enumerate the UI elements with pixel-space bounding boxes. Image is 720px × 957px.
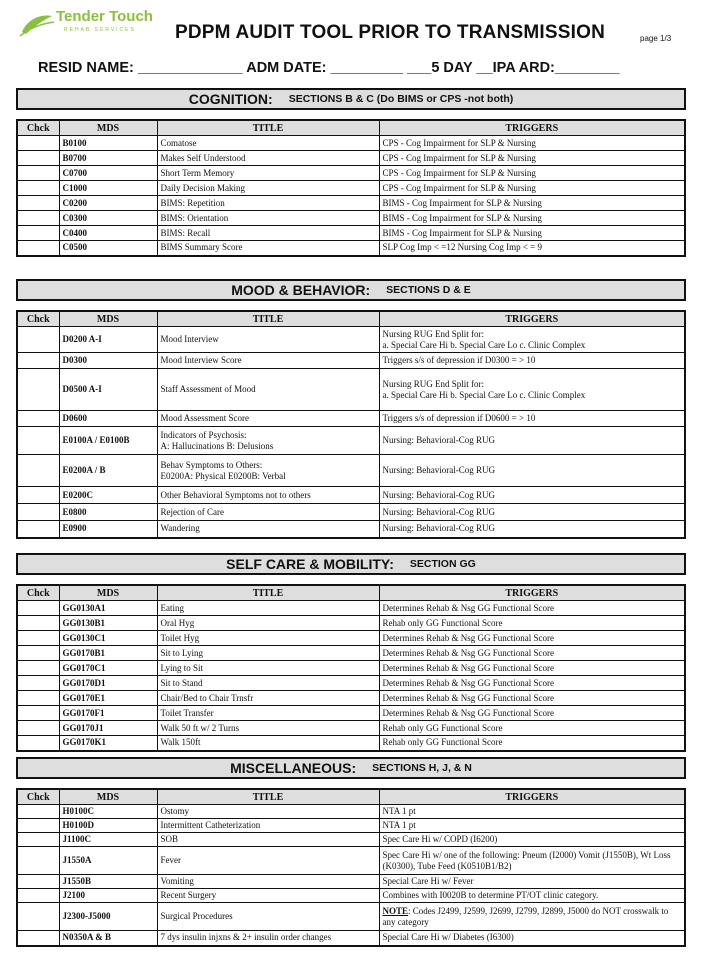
mds-code: C0300 (59, 211, 157, 226)
table-row (17, 691, 685, 706)
check-cell[interactable] (17, 411, 59, 427)
item-triggers: Nursing: Behavioral-Cog RUG (379, 521, 685, 538)
item-title: BIMS: Recall (157, 226, 379, 241)
item-title: BIMS Summary Score (157, 241, 379, 256)
column-header-mds: MDS (59, 585, 157, 601)
check-cell[interactable] (17, 889, 59, 903)
table-header-row (17, 585, 685, 601)
item-triggers: CPS - Cog Impairment for SLP & Nursing (379, 181, 685, 196)
item-triggers: Triggers s/s of depression if D0300 = > 10 (379, 353, 685, 369)
check-cell[interactable] (17, 706, 59, 721)
table-row (17, 427, 685, 455)
item-triggers: Rehab only GG Functional Score (379, 721, 685, 736)
check-cell[interactable] (17, 931, 59, 946)
logo-tagline: REHAB SERVICES (64, 27, 136, 33)
mds-code: C1000 (59, 181, 157, 196)
item-title: Toilet Hyg (157, 631, 379, 646)
check-cell[interactable] (17, 847, 59, 875)
table-row (17, 487, 685, 504)
table-row (17, 847, 685, 875)
mds-code: B0700 (59, 151, 157, 166)
mds-code: E0100A / E0100B (59, 427, 157, 455)
item-triggers: Determines Rehab & Nsg GG Functional Score (379, 691, 685, 706)
mds-code: GG0170D1 (59, 676, 157, 691)
item-triggers: BIMS - Cog Impairment for SLP & Nursing (379, 226, 685, 241)
table-row (17, 646, 685, 661)
table-row (17, 819, 685, 833)
column-header-triggers: TRIGGERS (379, 585, 685, 601)
mds-code: J1100C (59, 833, 157, 847)
table-row (17, 601, 685, 616)
item-title: Short Term Memory (157, 166, 379, 181)
table-row (17, 889, 685, 903)
mds-code: C0500 (59, 241, 157, 256)
resident-info-line: RESID NAME: _____________ ADM DATE: _________ ___5 DAY __IPA ARD:________ (38, 60, 620, 76)
item-triggers: NTA 1 pt (379, 819, 685, 833)
column-header-mds: MDS (59, 120, 157, 136)
column-header-check: Chck (17, 120, 59, 136)
item-triggers: Nursing RUG End Split for: a. Special Care Hi b. Special Care Lo c. Clinic Complex (379, 327, 685, 353)
column-header-check: Chck (17, 585, 59, 601)
table-row (17, 353, 685, 369)
column-header-title: TITLE (157, 311, 379, 327)
section-self-care-mobility (16, 553, 686, 752)
item-title: SOB (157, 833, 379, 847)
table-row (17, 369, 685, 411)
mds-code: GG0170F1 (59, 706, 157, 721)
check-cell[interactable] (17, 601, 59, 616)
check-cell[interactable] (17, 196, 59, 211)
check-cell[interactable] (17, 427, 59, 455)
item-title: Walk 150ft (157, 736, 379, 751)
item-triggers: Determines Rehab & Nsg GG Functional Score (379, 601, 685, 616)
table-row (17, 327, 685, 353)
section-title: COGNITION: (188, 91, 273, 107)
check-cell[interactable] (17, 151, 59, 166)
check-cell[interactable] (17, 211, 59, 226)
item-triggers: Triggers s/s of depression if D0600 = > 10 (379, 411, 685, 427)
item-title: Sit to Lying (157, 646, 379, 661)
check-cell[interactable] (17, 736, 59, 751)
table-row (17, 661, 685, 676)
table-row (17, 833, 685, 847)
section-title: MISCELLANEOUS: (230, 760, 357, 776)
section-subtitle: SECTIONS H, J, & N (372, 762, 472, 774)
mds-code: GG0170K1 (59, 736, 157, 751)
item-triggers: BIMS - Cog Impairment for SLP & Nursing (379, 196, 685, 211)
item-title: Vomiting (157, 875, 379, 889)
audit-table (16, 788, 686, 947)
item-triggers: Nursing: Behavioral-Cog RUG (379, 504, 685, 521)
note-label: NOTE (382, 905, 409, 916)
table-row (17, 631, 685, 646)
item-title: Surgical Procedures (157, 903, 379, 931)
column-header-mds: MDS (59, 789, 157, 805)
item-title: Recent Surgery (157, 889, 379, 903)
item-title: Comatose (157, 136, 379, 151)
check-cell[interactable] (17, 487, 59, 504)
table-row (17, 136, 685, 151)
table-row (17, 455, 685, 487)
column-header-triggers: TRIGGERS (379, 311, 685, 327)
item-triggers: Rehab only GG Functional Score (379, 736, 685, 751)
table-row (17, 676, 685, 691)
document-title: PDPM AUDIT TOOL PRIOR TO TRANSMISSION (175, 22, 606, 43)
table-header-row (17, 311, 685, 327)
audit-table (16, 584, 686, 752)
mds-code: GG0170J1 (59, 721, 157, 736)
table-row (17, 241, 685, 256)
item-title: Staff Assessment of Mood (157, 369, 379, 411)
table-row (17, 504, 685, 521)
item-title: Makes Self Understood (157, 151, 379, 166)
mds-code: J1550B (59, 875, 157, 889)
mds-code: GG0130A1 (59, 601, 157, 616)
audit-table (16, 310, 686, 539)
item-title: Walk 50 ft w/ 2 Turns (157, 721, 379, 736)
item-title: Mood Interview (157, 327, 379, 353)
item-title: Daily Decision Making (157, 181, 379, 196)
column-header-check: Chck (17, 311, 59, 327)
item-triggers: Determines Rehab & Nsg GG Functional Score (379, 706, 685, 721)
section-title: SELF CARE & MOBILITY: (226, 556, 394, 572)
mds-code: H0100D (59, 819, 157, 833)
section-subtitle: SECTIONS B & C (Do BIMS or CPS -not both) (288, 93, 514, 105)
table-row (17, 521, 685, 538)
table-row (17, 211, 685, 226)
check-cell[interactable] (17, 631, 59, 646)
check-cell[interactable] (17, 833, 59, 847)
check-cell[interactable] (17, 369, 59, 411)
table-row (17, 706, 685, 721)
check-cell[interactable] (17, 521, 59, 538)
table-row (17, 736, 685, 751)
mds-code: GG0130C1 (59, 631, 157, 646)
item-triggers: Spec Care Hi w/ one of the following: Pneum (I2000) Vomit (J1550B), Wt Loss (K0300), Tube Feed (K0510B1/B2) (379, 847, 685, 875)
item-title: Fever (157, 847, 379, 875)
item-triggers: NTA 1 pt (379, 805, 685, 819)
item-title: Other Behavioral Symptoms not to others (157, 487, 379, 504)
mds-code: D0500 A-I (59, 369, 157, 411)
company-logo (18, 8, 158, 44)
section-subtitle: SECTION GG (409, 558, 476, 570)
item-title: Wandering (157, 521, 379, 538)
section-heading (16, 757, 686, 779)
check-cell[interactable] (17, 226, 59, 241)
mds-code: E0800 (59, 504, 157, 521)
item-title: BIMS: Orientation (157, 211, 379, 226)
item-title: Mood Interview Score (157, 353, 379, 369)
check-cell[interactable] (17, 646, 59, 661)
leaf-icon (18, 10, 58, 40)
item-triggers: BIMS - Cog Impairment for SLP & Nursing (379, 211, 685, 226)
item-triggers: Rehab only GG Functional Score (379, 616, 685, 631)
page-number: page 1/3 (640, 34, 672, 43)
column-header-triggers: TRIGGERS (379, 120, 685, 136)
column-header-title: TITLE (157, 585, 379, 601)
mds-code: E0200A / B (59, 455, 157, 487)
item-triggers: NOTE: Codes J2499, J2599, J2699, J2799, J2899, J5000 do NOT crosswalk to any category (379, 903, 685, 931)
table-row (17, 151, 685, 166)
table-header-row (17, 789, 685, 805)
item-triggers: Determines Rehab & Nsg GG Functional Score (379, 631, 685, 646)
check-cell[interactable] (17, 504, 59, 521)
section-heading (16, 88, 686, 110)
check-cell[interactable] (17, 805, 59, 819)
table-row (17, 166, 685, 181)
check-cell[interactable] (17, 353, 59, 369)
check-cell[interactable] (17, 676, 59, 691)
item-triggers: Nursing: Behavioral-Cog RUG (379, 427, 685, 455)
item-title: Eating (157, 601, 379, 616)
item-title: Rejection of Care (157, 504, 379, 521)
item-triggers: Nursing: Behavioral-Cog RUG (379, 487, 685, 504)
mds-code: GG0170B1 (59, 646, 157, 661)
item-triggers: Combines with I0020B to determine PT/OT clinic category. (379, 889, 685, 903)
item-triggers: CPS - Cog Impairment for SLP & Nursing (379, 136, 685, 151)
item-triggers: Determines Rehab & Nsg GG Functional Score (379, 676, 685, 691)
mds-code: H0100C (59, 805, 157, 819)
item-triggers: CPS - Cog Impairment for SLP & Nursing (379, 151, 685, 166)
section-heading (16, 279, 686, 301)
table-row (17, 616, 685, 631)
item-title: Lying to Sit (157, 661, 379, 676)
mds-code: D0600 (59, 411, 157, 427)
column-header-triggers: TRIGGERS (379, 789, 685, 805)
item-title: Toilet Transfer (157, 706, 379, 721)
table-row (17, 931, 685, 946)
table-row (17, 875, 685, 889)
table-row (17, 903, 685, 931)
check-cell[interactable] (17, 903, 59, 931)
section-subtitle: SECTIONS D & E (386, 284, 471, 296)
item-triggers: Nursing RUG End Split for: a. Special Care Hi b. Special Care Lo c. Clinic Complex (379, 369, 685, 411)
check-cell[interactable] (17, 721, 59, 736)
logo-name: Tender Touch (56, 8, 153, 25)
mds-code: C0700 (59, 166, 157, 181)
section-mood-behavior (16, 279, 686, 539)
item-title: Mood Assessment Score (157, 411, 379, 427)
item-triggers: CPS - Cog Impairment for SLP & Nursing (379, 166, 685, 181)
table-row (17, 226, 685, 241)
mds-code: N0350A & B (59, 931, 157, 946)
mds-code: E0200C (59, 487, 157, 504)
item-title: Ostomy (157, 805, 379, 819)
item-triggers: Determines Rehab & Nsg GG Functional Score (379, 661, 685, 676)
item-title: Behav Symptoms to Others: E0200A: Physical E0200B: Verbal (157, 455, 379, 487)
mds-code: E0900 (59, 521, 157, 538)
table-row (17, 196, 685, 211)
item-title: Indicators of Psychosis: A: Hallucinations B: Delusions (157, 427, 379, 455)
item-title: BIMS: Repetition (157, 196, 379, 211)
item-triggers: Spec Care Hi w/ COPD (I6200) (379, 833, 685, 847)
mds-code: GG0130B1 (59, 616, 157, 631)
mds-code: D0300 (59, 353, 157, 369)
item-title: 7 dys insulin injxns & 2+ insulin order changes (157, 931, 379, 946)
mds-code: J1550A (59, 847, 157, 875)
section-title: MOOD & BEHAVIOR: (231, 282, 371, 298)
item-title: Chair/Bed to Chair Trnsfr (157, 691, 379, 706)
table-header-row (17, 120, 685, 136)
mds-code: J2300-J5000 (59, 903, 157, 931)
item-title: Oral Hyg (157, 616, 379, 631)
mds-code: GG0170E1 (59, 691, 157, 706)
check-cell[interactable] (17, 691, 59, 706)
table-row (17, 181, 685, 196)
column-header-mds: MDS (59, 311, 157, 327)
check-cell[interactable] (17, 241, 59, 256)
item-title: Intermittent Catheterization (157, 819, 379, 833)
item-triggers: SLP Cog Imp < =12 Nursing Cog Imp < = 9 (379, 241, 685, 256)
column-header-check: Chck (17, 789, 59, 805)
check-cell[interactable] (17, 136, 59, 151)
check-cell[interactable] (17, 661, 59, 676)
item-triggers: Special Care Hi w/ Fever (379, 875, 685, 889)
table-row (17, 411, 685, 427)
check-cell[interactable] (17, 181, 59, 196)
item-triggers: Determines Rehab & Nsg GG Functional Score (379, 646, 685, 661)
item-title: Sit to Stand (157, 676, 379, 691)
mds-code: GG0170C1 (59, 661, 157, 676)
table-row (17, 721, 685, 736)
check-cell[interactable] (17, 875, 59, 889)
column-header-title: TITLE (157, 789, 379, 805)
check-cell[interactable] (17, 616, 59, 631)
mds-code: J2100 (59, 889, 157, 903)
check-cell[interactable] (17, 455, 59, 487)
check-cell[interactable] (17, 819, 59, 833)
section-miscellaneous (16, 757, 686, 947)
item-triggers: Special Care Hi w/ Diabetes (I6300) (379, 931, 685, 946)
mds-code: B0100 (59, 136, 157, 151)
column-header-title: TITLE (157, 120, 379, 136)
item-triggers: Nursing: Behavioral-Cog RUG (379, 455, 685, 487)
table-row (17, 805, 685, 819)
mds-code: D0200 A-I (59, 327, 157, 353)
section-cognition (16, 88, 686, 257)
check-cell[interactable] (17, 327, 59, 353)
check-cell[interactable] (17, 166, 59, 181)
mds-code: C0400 (59, 226, 157, 241)
mds-code: C0200 (59, 196, 157, 211)
section-heading (16, 553, 686, 575)
audit-table (16, 119, 686, 257)
